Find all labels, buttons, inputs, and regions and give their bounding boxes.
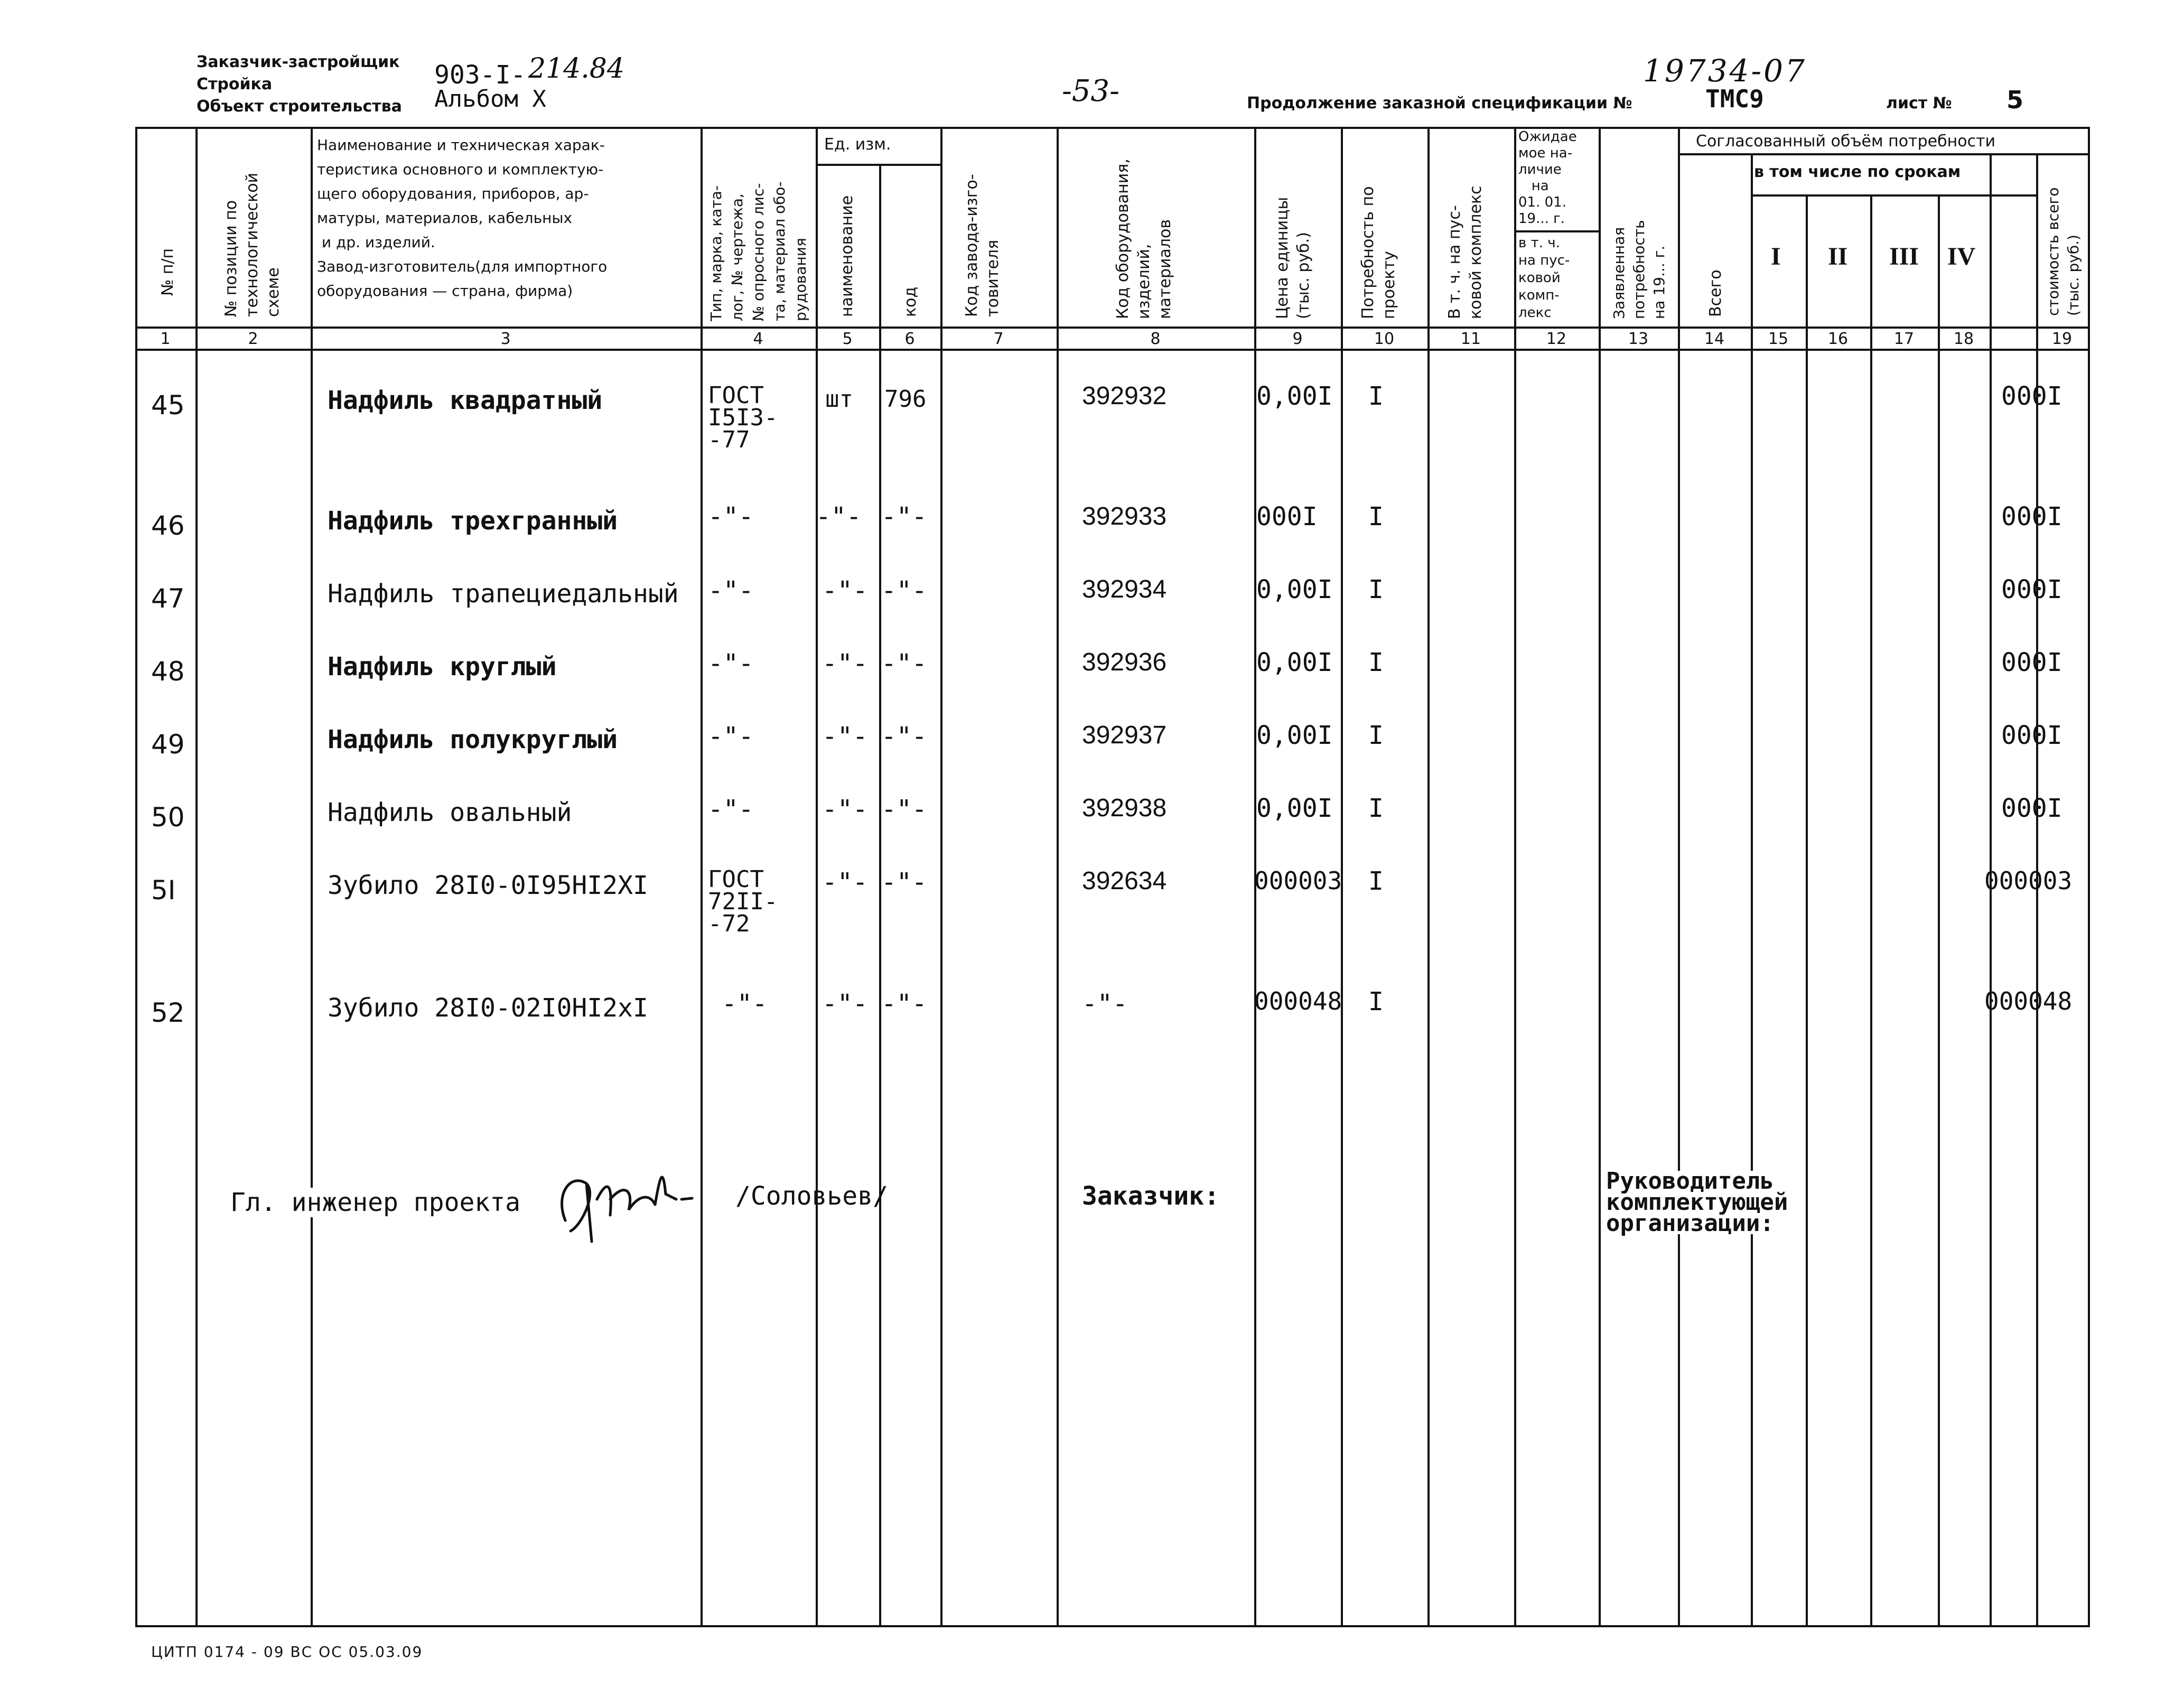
- row-number: 50: [151, 802, 185, 833]
- item-type: ГОСТ 72II- -72: [708, 866, 778, 937]
- item-unit-code: -"-: [881, 868, 927, 897]
- item-unit-code: -"-: [881, 649, 927, 678]
- row-number: 5I: [151, 875, 176, 906]
- item-unit: -"-: [822, 989, 868, 1019]
- item-name: Надфиль квадратный: [328, 386, 603, 415]
- column-header-agreed-group: Согласованный объём потребности: [1696, 132, 1996, 151]
- column-header-equipment-code: Код оборудования, изделий, материалов: [1114, 158, 1174, 319]
- item-qty: I: [1368, 502, 1384, 532]
- object-label: Объект строительства: [197, 97, 402, 116]
- column-number: 7: [993, 330, 1004, 348]
- chief-engineer-label: Гл. инженер проекта: [230, 1188, 521, 1217]
- item-type: -"-: [722, 989, 768, 1019]
- column-number: 17: [1893, 330, 1915, 348]
- item-name: Надфиль полукруглый: [328, 725, 618, 754]
- item-name: Надфиль круглый: [328, 652, 557, 682]
- column-header-total-cost: стоимость всего (тыс. руб.): [2045, 187, 2082, 316]
- continuation-label: Продолжение заказной спецификации №: [1247, 94, 1632, 113]
- item-unit-code: -"-: [881, 989, 927, 1019]
- column-number: 8: [1150, 330, 1161, 348]
- column-header-manufacturer-code: Код завода-изго- товителя: [963, 174, 1002, 317]
- item-unit-code: -"-: [881, 795, 927, 824]
- item-unit: -"-: [822, 795, 868, 824]
- item-cost: 000003: [1984, 866, 2073, 895]
- item-cost: 000I: [2001, 794, 2062, 823]
- column-header-unit-code: код: [901, 286, 920, 317]
- item-unit: -"-: [822, 868, 868, 897]
- column-number: 14: [1704, 330, 1725, 348]
- item-name: Зубило 28I0-0I95HI2XI: [328, 871, 648, 900]
- spec-number: ТМС9: [1705, 85, 1764, 113]
- column-header-unit-name: наименование: [838, 195, 856, 317]
- item-cost: 000048: [1984, 987, 2073, 1015]
- col12-divider-line: [1514, 230, 1599, 232]
- column-header-term-1: I: [1771, 243, 1781, 271]
- column-header-total: Всего: [1706, 269, 1725, 317]
- site-label: Стройка: [197, 75, 273, 94]
- column-header-type: Тип, марка, ката- лог, № чертежа, № опросного лис- та, материал обо- рудования: [707, 181, 809, 321]
- item-unit-code: -"-: [881, 502, 927, 532]
- column-number: 5: [842, 330, 853, 348]
- item-cost: 000I: [2001, 502, 2062, 532]
- sheet-number: 5: [2006, 86, 2024, 114]
- unit-subheader-line: [816, 164, 940, 166]
- column-header-term-3: III: [1889, 243, 1919, 271]
- item-qty: I: [1368, 987, 1384, 1017]
- column-header-index: № п/п: [158, 248, 177, 296]
- item-code: 392933: [1082, 502, 1167, 530]
- row-number: 47: [151, 583, 185, 614]
- column-header-terms-group: в том числе по срокам: [1754, 163, 1961, 181]
- terms-subheader-line: [1751, 194, 2036, 197]
- item-qty: I: [1368, 381, 1384, 411]
- column-header-declared-need: Заявленная потребность на 19... г.: [1610, 220, 1668, 319]
- item-price: 0,00I: [1256, 794, 1333, 823]
- row-number: 52: [151, 997, 185, 1028]
- item-cost: 000I: [2001, 648, 2062, 677]
- table-top-border: [135, 127, 2090, 129]
- column-number: 4: [753, 330, 763, 348]
- item-name: Надфиль трапециедальный: [328, 579, 679, 609]
- item-code: 392937: [1082, 721, 1167, 749]
- item-type: -"-: [708, 795, 754, 824]
- item-qty: I: [1368, 648, 1384, 677]
- item-price: 0,00I: [1256, 721, 1333, 750]
- sheet-label: лист №: [1886, 94, 1952, 113]
- signature-scribble: [549, 1152, 708, 1252]
- item-type: -"-: [708, 576, 754, 605]
- column-number: 11: [1460, 330, 1481, 348]
- customer-label: Заказчик-застройщик: [197, 53, 400, 71]
- item-code: -"-: [1082, 989, 1128, 1019]
- column-header-expected-stock: Ожидае мое на- личие на 01. 01. 19... г.: [1518, 129, 1577, 227]
- item-qty: I: [1368, 575, 1384, 604]
- item-cost: 000I: [2001, 721, 2062, 750]
- item-unit-code: 796: [884, 386, 927, 413]
- row-number: 49: [151, 729, 185, 760]
- column-number: 6: [904, 330, 915, 348]
- column-number: 15: [1768, 330, 1789, 348]
- item-unit: -"-: [822, 649, 868, 678]
- project-code-handwritten: 214.84: [528, 53, 624, 85]
- column-number: 1: [160, 330, 171, 348]
- document-number-handwritten: 19734-07: [1643, 53, 1807, 89]
- item-qty: I: [1368, 721, 1384, 750]
- column-number: 2: [248, 330, 258, 348]
- item-unit: -"-: [822, 576, 868, 605]
- agreed-subheader-line: [1678, 153, 2090, 155]
- item-price: 0,00I: [1256, 575, 1333, 604]
- item-code: 392634: [1082, 867, 1167, 895]
- page-number: -53-: [1062, 74, 1120, 108]
- project-code: 903-I-: [434, 60, 526, 90]
- item-unit: -"-: [816, 502, 862, 532]
- column-header-expected-launch: в т. ч. на пус- ковой комп- лекс: [1518, 235, 1570, 321]
- item-cost: 000I: [2001, 381, 2062, 411]
- item-price: 0,00I: [1256, 381, 1333, 411]
- item-type: -"-: [708, 502, 754, 532]
- column-number: 3: [500, 330, 511, 348]
- item-type: ГОСТ I5I3- -77: [708, 382, 778, 453]
- column-number: 18: [1953, 330, 1974, 348]
- item-code: 392936: [1082, 648, 1167, 676]
- column-number: 16: [1827, 330, 1849, 348]
- column-header-position: № позиции по технологической схеме: [222, 172, 283, 317]
- item-unit-code: -"-: [881, 722, 927, 751]
- item-code: 392934: [1082, 575, 1167, 603]
- footer-stamp: ЦИТП 0174 - 09 ВС ОС 05.03.09: [151, 1643, 423, 1661]
- column-header-name: Наименование и техническая харак- теристика основного и комплектую- щего оборудования, приборов, ар- матуры, материалов, кабельных и др. изделий. Завод-изготовитель(для импортного оборудования — страна, фирма): [317, 136, 608, 300]
- column-header-project-need: Потребность по проекту: [1359, 186, 1398, 319]
- table-bottom-border: [135, 1625, 2090, 1627]
- item-qty: I: [1368, 866, 1384, 896]
- item-code: 392932: [1082, 382, 1167, 410]
- row-number: 48: [151, 656, 185, 687]
- column-number: 13: [1628, 330, 1649, 348]
- row-number: 46: [151, 510, 185, 541]
- row-number: 45: [151, 390, 185, 421]
- item-price: 000003: [1254, 866, 1342, 895]
- item-type: -"-: [708, 722, 754, 751]
- column-number: 12: [1546, 330, 1567, 348]
- item-name: Надфиль овальный: [328, 798, 572, 827]
- item-unit-code: -"-: [881, 576, 927, 605]
- item-unit: -"-: [822, 722, 868, 751]
- column-number: 9: [1292, 330, 1303, 348]
- column-header-unit-group: Ед. изм.: [824, 135, 891, 154]
- item-code: 392938: [1082, 794, 1167, 822]
- item-price: 000048: [1254, 987, 1342, 1015]
- column-header-term-2: II: [1828, 243, 1848, 271]
- item-name: Зубило 28I0-02I0HI2xI: [328, 993, 648, 1023]
- item-price: 0,00I: [1256, 648, 1333, 677]
- column-header-launch-complex: В т. ч. на пус- ковой комплекс: [1445, 185, 1485, 319]
- album-label: Альбом X: [434, 86, 546, 113]
- item-unit: шт: [825, 386, 853, 413]
- column-header-term-4: IV: [1947, 243, 1976, 271]
- item-price: 000I: [1256, 502, 1318, 532]
- customer-signature-label: Заказчик:: [1082, 1181, 1220, 1211]
- item-cost: 000I: [2001, 575, 2062, 604]
- column-numbers-bottom-line: [135, 349, 2090, 351]
- column-number: 19: [2051, 330, 2073, 348]
- column-number: 10: [1374, 330, 1395, 348]
- column-header-unit-price: Цена единицы (тыс. руб.): [1273, 197, 1313, 319]
- chief-engineer-name: /Соловьев/: [735, 1181, 888, 1211]
- item-name: Надфиль трехгранный: [328, 506, 618, 536]
- header-bottom-line: [135, 327, 2090, 329]
- supplier-head-label: Руководитель комплектующей организации:: [1606, 1168, 1788, 1237]
- item-qty: I: [1368, 794, 1384, 823]
- item-type: -"-: [708, 649, 754, 678]
